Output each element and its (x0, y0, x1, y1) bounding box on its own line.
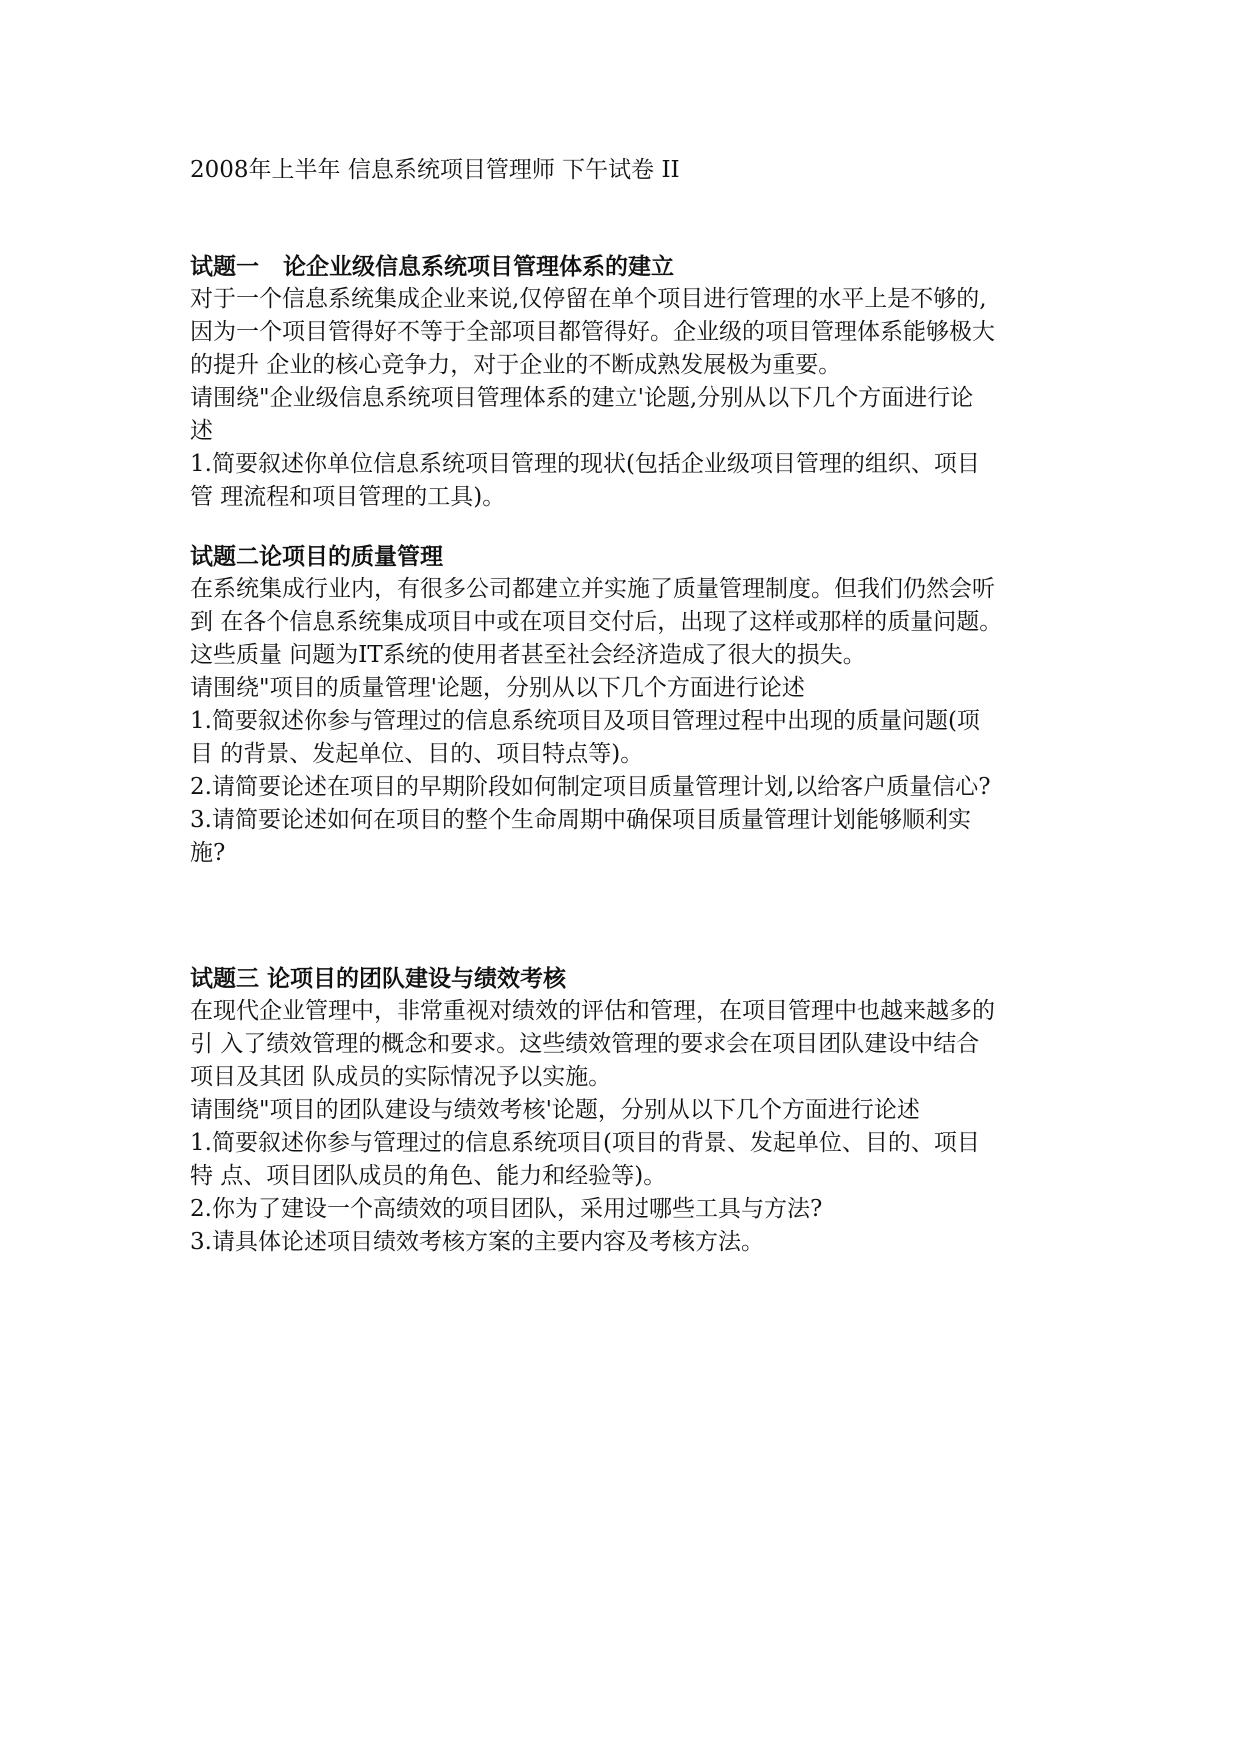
text-line: 1.简要叙述你单位信息系统项目管理的现状(包括企业级项目管理的组织、项目 (190, 451, 980, 477)
text-line: 述 (190, 418, 213, 444)
text-line: 特 点、项目团队成员的角色、能力和经验等)。 (190, 1163, 667, 1189)
question-heading-2: 试题二论项目的质量管理 (190, 543, 443, 570)
text-line: 目 的背景、发起单位、目的、项目特点等)。 (190, 741, 644, 767)
text-line: 施? (190, 840, 226, 866)
text-line: 因为一个项目管得好不等于全部项目都管得好。企业级的项目管理体系能够极大 (190, 319, 995, 345)
question-section-1 (190, 250, 1070, 514)
text-line: 对于一个信息系统集成企业来说,仅停留在单个项目进行管理的水平上是不够的, (190, 286, 987, 312)
text-line: 到 在各个信息系统集成项目中或在项目交付后，出现了这样或那样的质量问题。 (190, 609, 1003, 635)
question-heading-1: 试题一 论企业级信息系统项目管理体系的建立 (190, 253, 675, 280)
text-line: 在现代企业管理中，非常重视对绩效的评估和管理，在项目管理中也越来越多的 (190, 998, 995, 1024)
text-line: 1.简要叙述你参与管理过的信息系统项目及项目管理过程中出现的质量问题(项 (190, 708, 980, 734)
document-title: 2008年上半年 信息系统项目管理师 下午试卷 II (190, 157, 680, 183)
text-line: 2.你为了建设一个高绩效的项目团队，采用过哪些工具与方法? (190, 1196, 823, 1222)
text-line: 请围绕"项目的团队建设与绩效考核'论题，分别从以下几个方面进行论述 (190, 1097, 920, 1123)
question-heading-3: 试题三 论项目的团队建设与绩效考核 (190, 965, 567, 992)
text-line: 3.请简要论述如何在项目的整个生命周期中确保项目质量管理计划能够顺利实 (190, 807, 971, 833)
text-line: 请围绕"项目的质量管理'论题，分别从以下几个方面进行论述 (190, 675, 805, 701)
text-line: 项目及其团 队成员的实际情况予以实施。 (190, 1064, 612, 1090)
text-line: 管 理流程和项目管理的工具)。 (190, 484, 506, 510)
text-line: 的提升 企业的核心竞争力，对于企业的不断成熟发展极为重要。 (190, 352, 842, 378)
text-line: 在系统集成行业内，有很多公司都建立并实施了质量管理制度。但我们仍然会听 (190, 576, 995, 602)
text-line: 3.请具体论述项目绩效考核方案的主要内容及考核方法。 (190, 1229, 764, 1255)
text-line: 2.请简要论述在项目的早期阶段如何制定项目质量管理计划,以给客户质量信心? (190, 774, 991, 800)
question-body-1 (190, 283, 1070, 514)
question-section-3 (190, 962, 1070, 1259)
question-section-2 (190, 540, 1070, 870)
text-line: 引 入了绩效管理的概念和要求。这些绩效管理的要求会在项目团队建设中结合 (190, 1031, 980, 1057)
text-line: 1.简要叙述你参与管理过的信息系统项目(项目的背景、发起单位、目的、项目 (190, 1130, 980, 1156)
question-body-2 (190, 573, 1070, 870)
question-body-3 (190, 995, 1070, 1259)
text-line: 请围绕"企业级信息系统项目管理体系的建立'论题,分别从以下几个方面进行论 (190, 385, 974, 411)
text-line: 这些质量 问题为IT系统的使用者甚至社会经济造成了很大的损失。 (190, 642, 866, 668)
